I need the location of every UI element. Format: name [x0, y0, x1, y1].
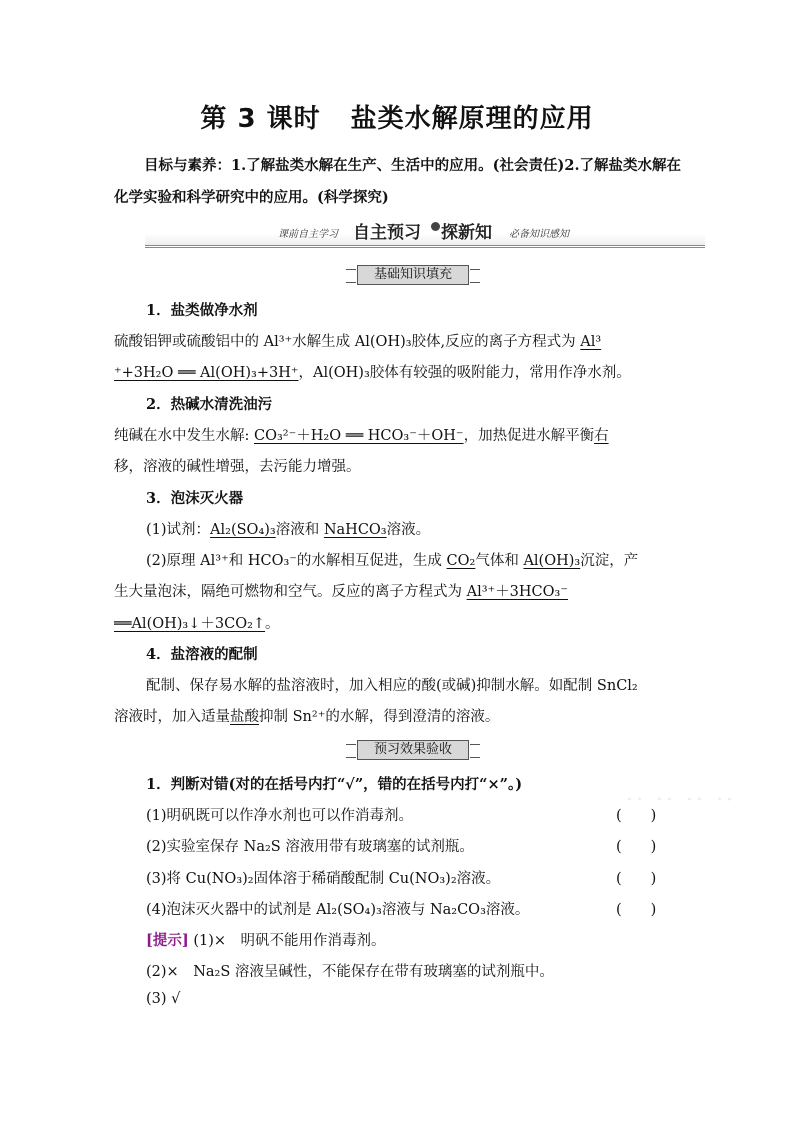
question-item-2: (2)实验室保存 Na₂S 溶液用带有玻璃塞的试剂瓶。: [146, 839, 474, 855]
question-item-1: (1)明矾既可以作净水剂也可以作消毒剂。: [146, 808, 414, 824]
section-tag-review: 预习效果验收: [357, 740, 469, 760]
s1-line-1: 硫酸铝钾或硫酸铝中的 Al³⁺水解生成 Al(OH)₃胶体,反应的离子方程式为 Al³: [114, 334, 602, 350]
learning-goals: 目标与素养：1.了解盐类水解在生产、生活中的应用。(社会责任)2.了解盐类水解在化学实验和科学研究中的应用。(科学探究): [114, 157, 681, 206]
heading-solution-prep: 4．盐溶液的配制: [146, 646, 258, 663]
hint-label: [提示]: [146, 932, 189, 949]
heading-alkali-wash: 2．热碱水清洗油污: [146, 396, 273, 413]
section-tag-basics: 基础知识填充: [357, 265, 469, 285]
watermark: ·· ·· ·· ··: [626, 788, 736, 813]
s3-line-3: 生大量泡沫，隔绝可燃物和空气。反应的离子方程式为 Al³⁺＋3HCO₃⁻: [114, 584, 569, 600]
lesson-number: 第 3 课时: [200, 104, 321, 134]
lesson-topic: 盐类水解原理的应用: [350, 104, 594, 134]
heading-foam-extinguisher: 3．泡沫灭火器: [146, 490, 244, 507]
s3-line-1: (1)试剂：Al₂(SO₄)₃溶液和 NaHCO₃溶液。: [146, 522, 431, 538]
banner-title-1: 自主预习: [353, 223, 421, 243]
s4-line-2: 溶液时，加入适量盐酸抑制 Sn²⁺的水解，得到澄清的溶液。: [114, 709, 500, 725]
s1-line-2: ⁺+3H₂O ══ Al(OH)₃+3H⁺，Al(OH)₃胶体有较强的吸附能力，常用作净水剂。: [114, 365, 631, 381]
s2-line-2: 移，溶液的碱性增强，去污能力增强。: [114, 459, 361, 475]
s2-line-1: 纯碱在水中发生水解: CO₃²⁻＋H₂O ══ HCO₃⁻＋OH⁻，加热促进水解平衡右: [114, 428, 609, 444]
question-item-3: (3)将 Cu(NO₃)₂固体溶于稀硝酸配制 Cu(NO₃)₂溶液。: [146, 871, 501, 887]
lesson-title: [0, 98, 794, 135]
answer-blank-3[interactable]: ( ): [616, 871, 657, 887]
heading-water-purifier: 1．盐类做净水剂: [146, 302, 258, 319]
banner-right-caption: 必备知识感知: [509, 229, 569, 240]
section-banner: [145, 217, 705, 248]
answer-blank-4[interactable]: ( ): [616, 902, 657, 918]
s3-line-2: (2)原理 Al³⁺和 HCO₃⁻的水解相互促进，生成 CO₂气体和 Al(OH)₃沉淀，产: [146, 553, 639, 569]
question-item-4: (4)泡沫灭火器中的试剂是 Al₂(SO₄)₃溶液与 Na₂CO₃溶液。: [146, 902, 530, 918]
hint-line-2: (2)× Na₂S 溶液呈碱性，不能保存在带有玻璃塞的试剂瓶中。: [146, 964, 554, 980]
hint-line-3: (3) √: [146, 991, 181, 1007]
question-heading: 1．判断对错(对的在括号内打“√”，错的在括号内打“×”。): [146, 776, 523, 793]
s3-line-4: ══Al(OH)₃↓＋3CO₂↑。: [114, 616, 280, 632]
banner-title-2: 探新知: [441, 223, 492, 243]
answer-blank-1[interactable]: ( ): [616, 808, 657, 824]
hint-line-1: [提示] (1)× 明矾不能用作消毒剂。: [146, 932, 386, 949]
banner-left-caption: 课前自主学习: [278, 229, 338, 240]
s4-line-1: 配制、保存易水解的盐溶液时，加入相应的酸(或碱)抑制水解。如配制 SnCl₂: [146, 678, 638, 694]
answer-blank-2[interactable]: ( ): [616, 839, 657, 855]
banner-dot-icon: [431, 222, 440, 231]
